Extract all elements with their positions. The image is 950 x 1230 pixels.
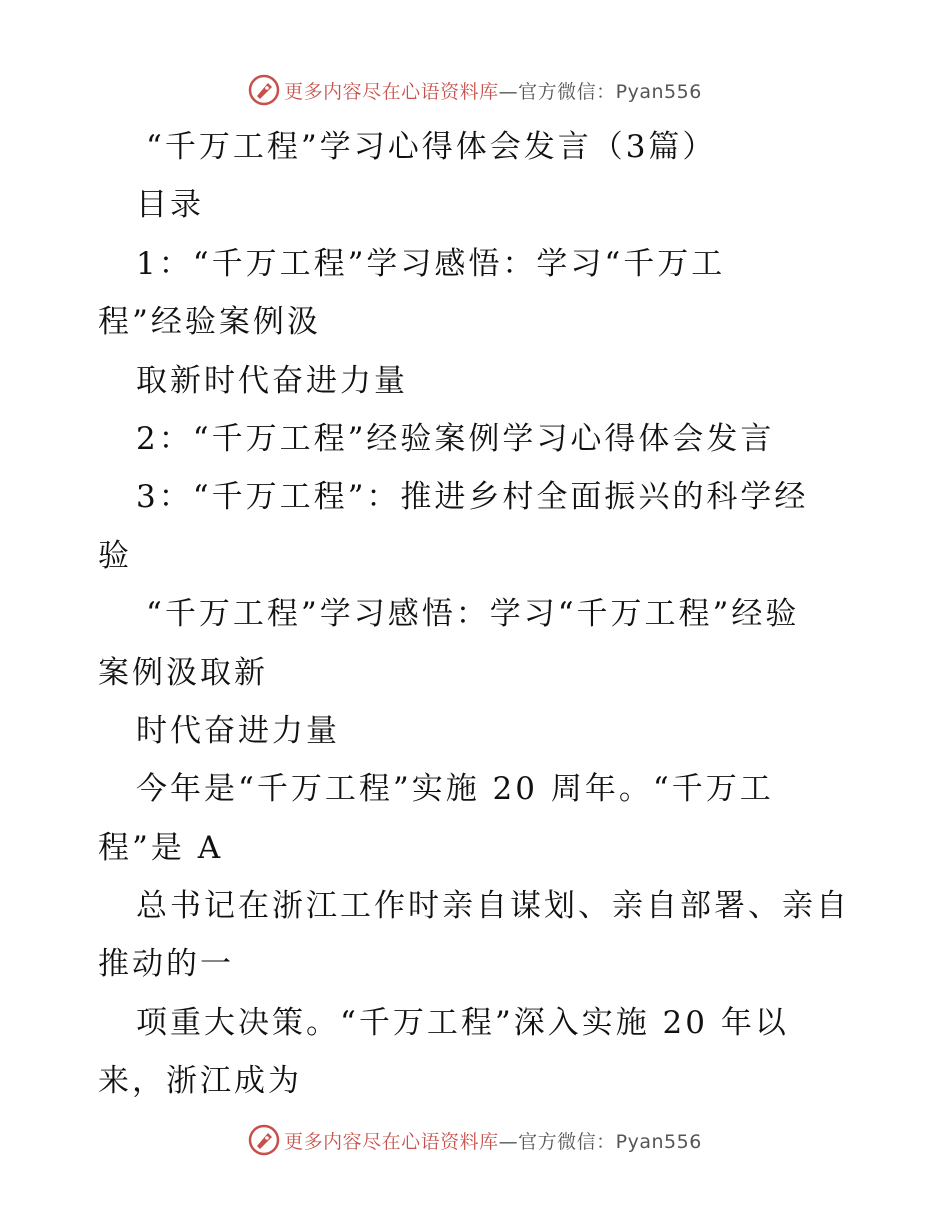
toc-item-1-cont-2: 取新时代奋进力量 xyxy=(136,362,408,399)
watermark-contact: 官方微信：Pyan556 xyxy=(518,80,702,103)
paragraph-line: 程”是 A xyxy=(98,829,224,866)
toc-item-2: 2：“千万工程”经验案例学习心得体会发言 xyxy=(136,420,775,457)
document-title: “千万工程”学习心得体会发言（3篇） xyxy=(146,129,717,165)
footer-watermark xyxy=(0,1120,950,1160)
watermark-contact: 官方微信：Pyan556 xyxy=(518,1130,702,1153)
watermark-brand: 更多内容尽在心语资料库 xyxy=(284,1130,499,1153)
toc-heading: 目录 xyxy=(136,187,204,224)
toc-item-3: 3：“千万工程”：推进乡村全面振兴的科学经 xyxy=(136,479,809,516)
paragraph-line: 今年是“千万工程”实施 20 周年。“千万工 xyxy=(136,771,774,808)
pen-nib-logo-icon xyxy=(248,74,280,106)
section-heading: “千万工程”学习感悟：学习“千万工程”经验 xyxy=(146,596,800,633)
paragraph-line: 项重大决策。“千万工程”深入实施 20 年以 xyxy=(136,1004,789,1041)
watermark-brand: 更多内容尽在心语资料库 xyxy=(284,80,499,103)
paragraph-line: 推动的一 xyxy=(98,946,234,983)
header-watermark xyxy=(0,70,950,110)
section-heading-cont-2: 时代奋进力量 xyxy=(136,712,340,749)
paragraph-line: 总书记在浙江工作时亲自谋划、亲自部署、亲自 xyxy=(136,888,850,925)
pen-nib-logo-icon xyxy=(248,1124,280,1156)
toc-item-3-cont: 验 xyxy=(98,537,132,574)
document-body xyxy=(98,118,858,1111)
watermark-separator: — xyxy=(498,1130,519,1153)
watermark-text xyxy=(284,77,702,104)
toc-item-1: 1：“千万工程”学习感悟：学习“千万工 xyxy=(136,245,726,282)
toc-item-1-cont: 程”经验案例汲 xyxy=(98,304,321,341)
paragraph-line: 来，浙江成为 xyxy=(98,1063,302,1100)
watermark-separator: — xyxy=(498,80,519,103)
section-heading-cont: 案例汲取新 xyxy=(98,654,268,691)
watermark-text xyxy=(284,1127,702,1154)
